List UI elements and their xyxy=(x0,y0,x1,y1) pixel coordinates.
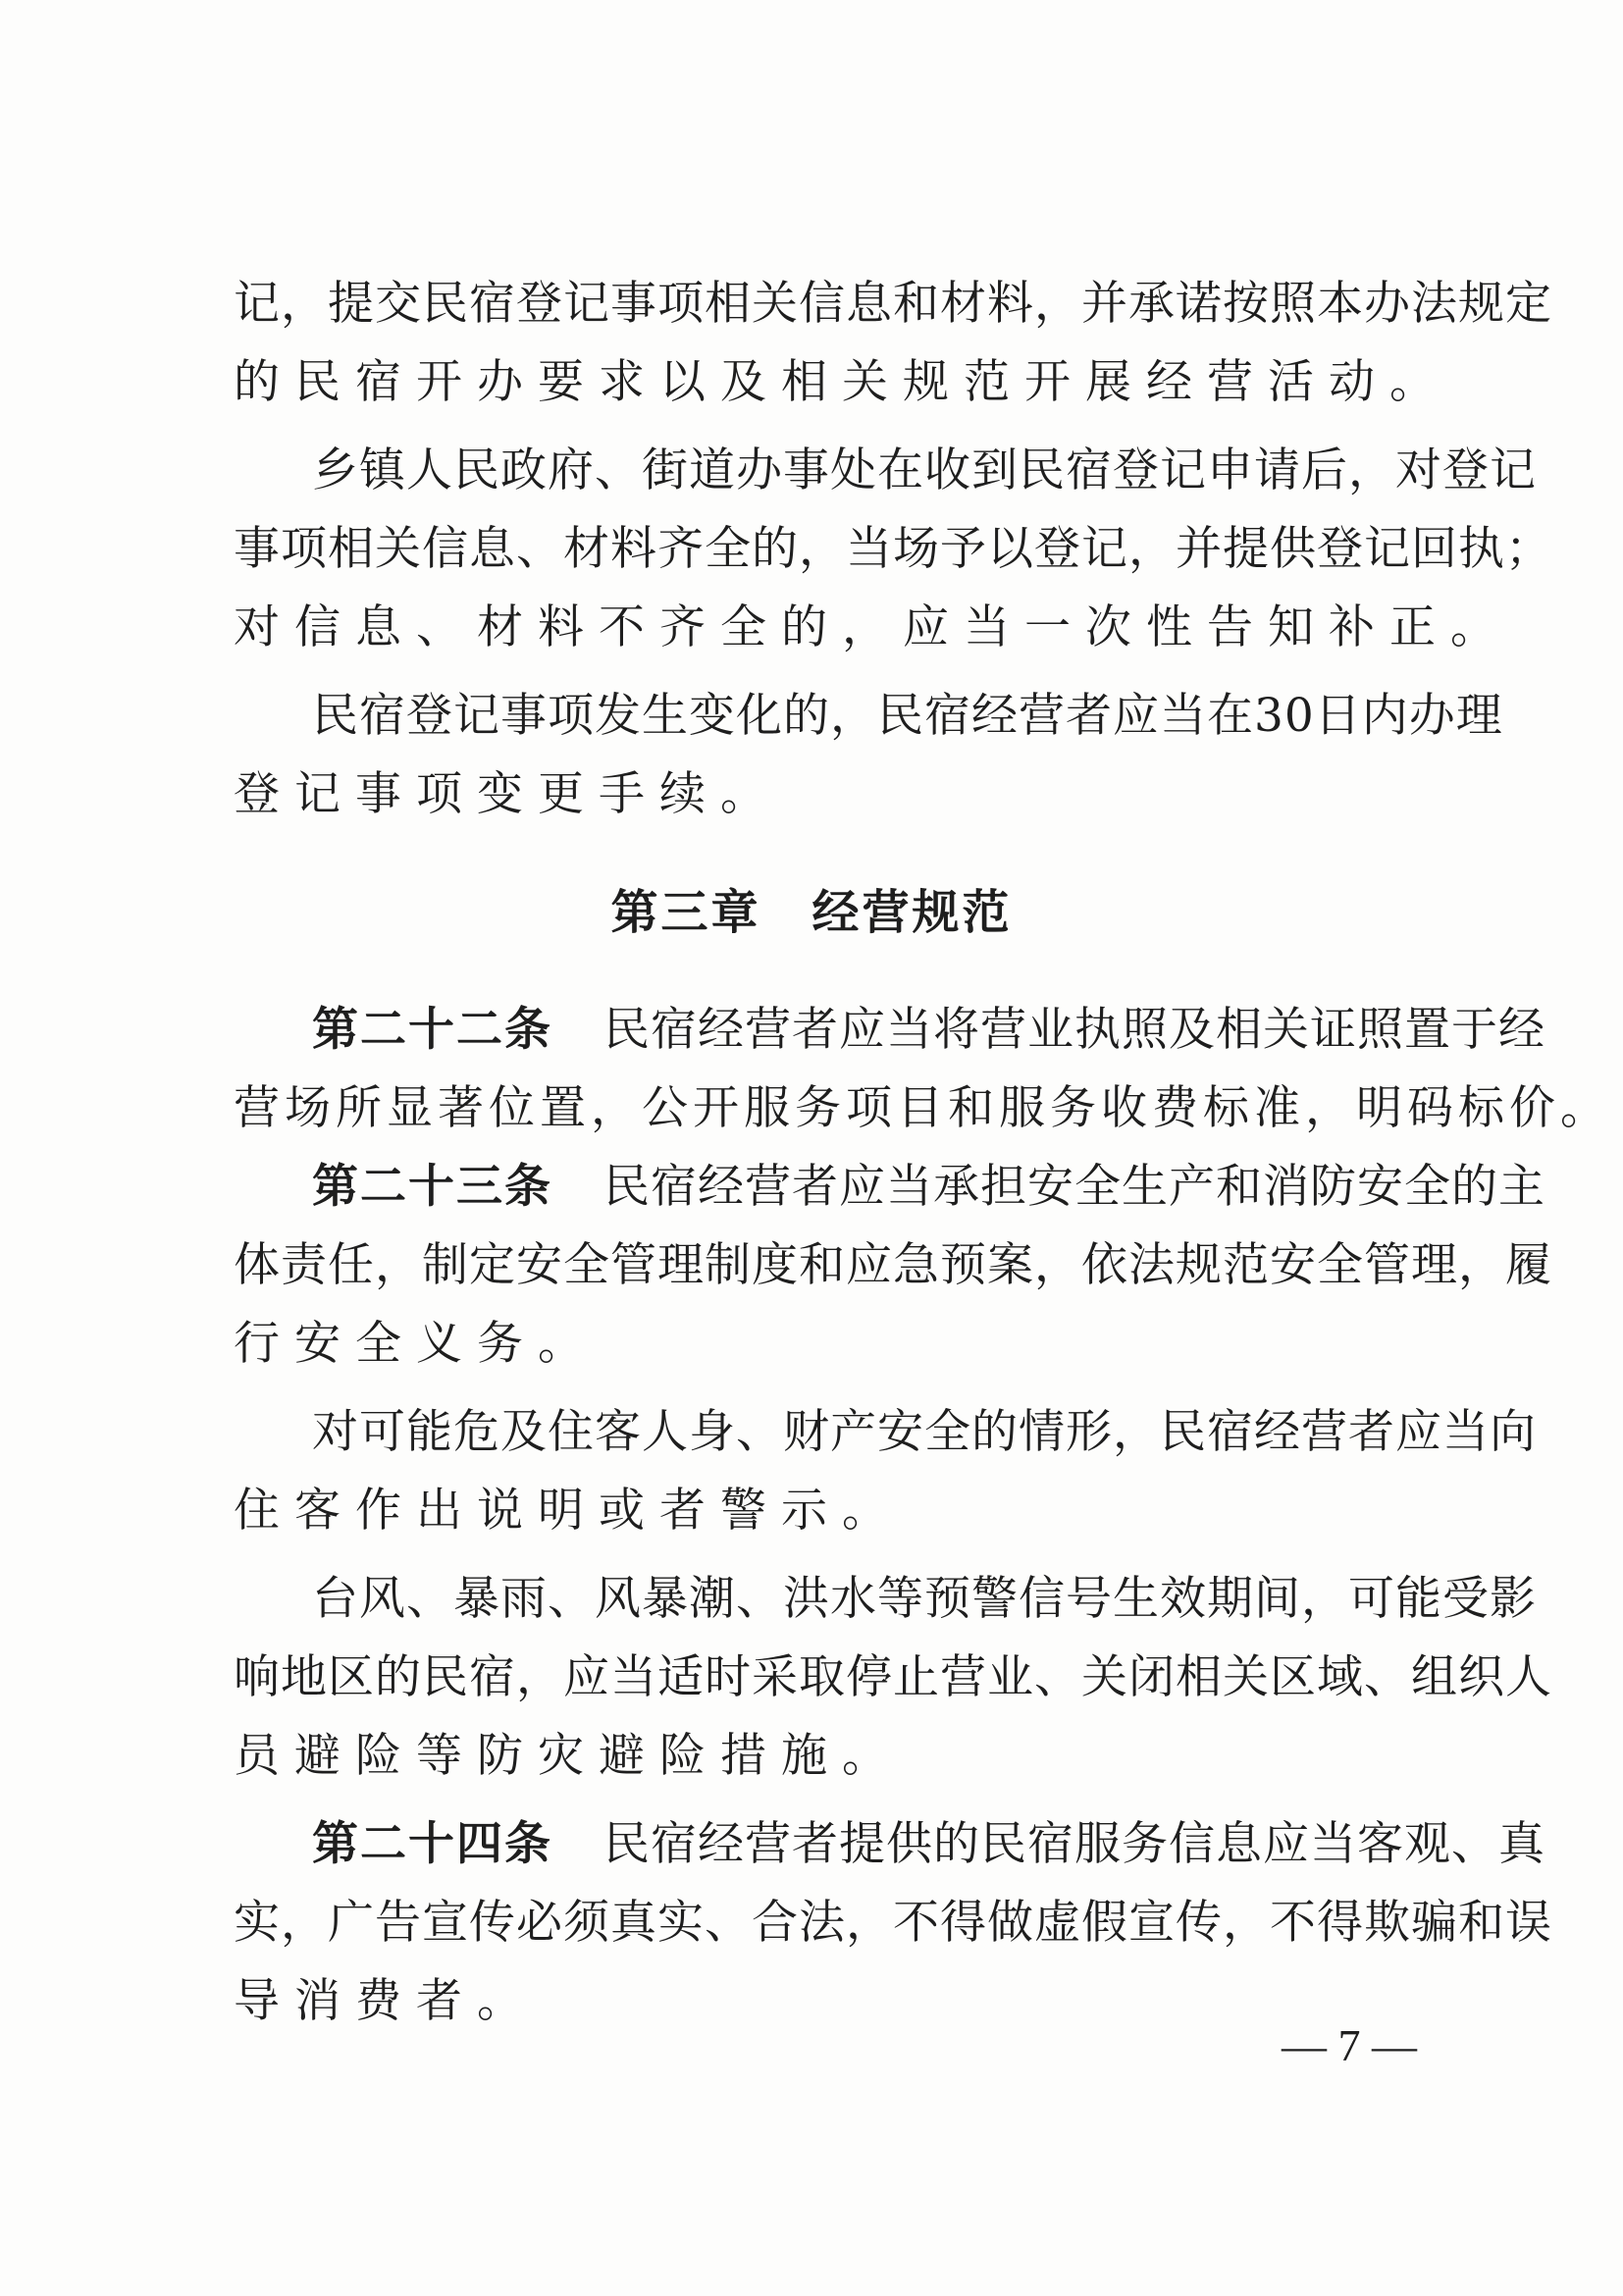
page-number: — 7 — xyxy=(1282,2020,1417,2070)
body-text-line: 乡镇人民政府、街道办事处在收到民宿登记申请后，对登记 xyxy=(312,444,1537,497)
article-text: 民宿经营者应当承担安全生产和消防安全的主 xyxy=(603,1160,1545,1214)
body-text-line: 导消费者。 xyxy=(234,1974,538,2028)
body-text-line: 实，广告宣传必须真实、合法，不得做虚假宣传，不得欺骗和误 xyxy=(234,1896,1552,1950)
body-text-line: 对信息、材料不齐全的，应当一次性告知补正。 xyxy=(234,600,1511,654)
article-label: 第二十三条 xyxy=(312,1160,552,1214)
body-text-line: 对可能危及住客人身、财产安全的情形，民宿经营者应当向 xyxy=(312,1405,1537,1459)
body-text-line: 营场所显著位置，公开服务项目和服务收费标准，明码标价。 xyxy=(234,1081,1611,1135)
chapter-title: 经营规范 xyxy=(812,885,1013,940)
body-text-line: 住客作出说明或者警示。 xyxy=(234,1484,903,1538)
chapter-number: 第三章 xyxy=(610,885,761,940)
body-text-line: 响地区的民宿，应当适时采取停止营业、关闭相关区域、组织人 xyxy=(234,1650,1552,1704)
body-text-line: 台风、暴雨、风暴潮、洪水等预警信号生效期间，可能受影 xyxy=(312,1572,1537,1626)
body-text-line: 记，提交民宿登记事项相关信息和材料，并承诺按照本办法规定 xyxy=(234,277,1552,331)
article-22-first-line xyxy=(312,991,1545,1070)
article-label: 第二十四条 xyxy=(312,1817,552,1871)
article-24-first-line xyxy=(312,1805,1545,1884)
chapter-heading xyxy=(0,873,1623,952)
body-text-line: 行安全义务。 xyxy=(234,1317,599,1371)
article-23-first-line xyxy=(312,1148,1545,1226)
body-text-line: 登记事项变更手续。 xyxy=(234,767,781,821)
body-text-line: 的民宿开办要求以及相关规范开展经营活动。 xyxy=(234,355,1450,409)
article-label: 第二十二条 xyxy=(312,1003,552,1057)
body-text-line: 体责任，制定安全管理制度和应急预案，依法规范安全管理，履 xyxy=(234,1238,1552,1292)
article-text: 民宿经营者应当将营业执照及相关证照置于经 xyxy=(603,1003,1545,1057)
body-text-line: 民宿登记事项发生变化的，民宿经营者应当在30日内办理 xyxy=(312,689,1503,743)
body-text-line: 事项相关信息、材料齐全的，当场予以登记，并提供登记回执； xyxy=(234,522,1552,576)
article-text: 民宿经营者提供的民宿服务信息应当客观、真 xyxy=(603,1817,1545,1871)
body-text-line: 员避险等防灾避险措施。 xyxy=(234,1729,903,1783)
